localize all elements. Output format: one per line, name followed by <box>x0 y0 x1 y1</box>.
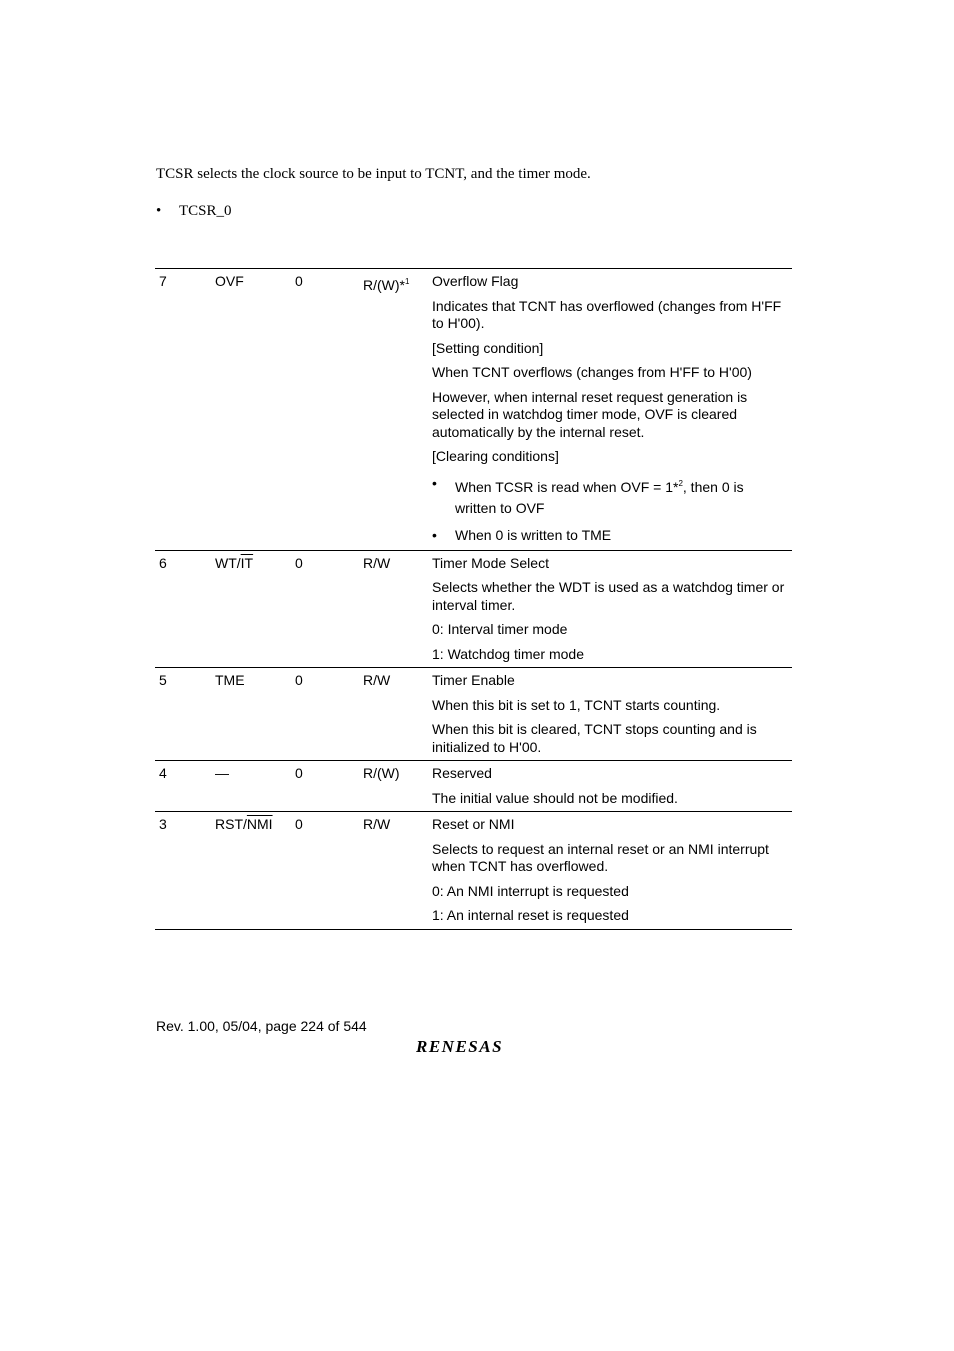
rw-attribute: R/W <box>363 816 391 832</box>
description-text: However, when internal reset request generation is selected in watchdog timer mode, OVF is cleared automatically by the internal reset. <box>432 388 748 440</box>
initial-value: 0 <box>295 554 303 571</box>
bullet-dot: • <box>432 526 437 543</box>
intro-paragraph: TCSR selects the clock source to be input to TCNT, and the timer mode. <box>156 166 591 182</box>
table-row <box>155 667 792 760</box>
clearing-conditions-list <box>432 473 787 546</box>
note-reference: 1 <box>405 277 410 286</box>
bit-name-prefix: WT/ <box>215 554 241 571</box>
rw-attribute: R/W <box>363 672 391 688</box>
bit-description <box>432 551 787 668</box>
bit-name: OVF <box>215 273 244 289</box>
bit-name <box>215 555 253 573</box>
bit-description <box>432 812 787 929</box>
description-title: Timer Mode Select <box>432 554 549 571</box>
list-item <box>432 473 787 519</box>
table-row <box>155 760 792 811</box>
list-item <box>432 525 787 546</box>
renesas-logo <box>414 1036 534 1056</box>
description-text: 1: Watchdog timer mode <box>432 645 584 662</box>
bit-description <box>432 761 787 811</box>
description-text: The initial value should not be modified. <box>432 789 678 806</box>
initial-value: 0 <box>295 765 303 781</box>
description-title: Overflow Flag <box>432 273 519 289</box>
table-row <box>155 269 792 550</box>
description-text: [Clearing conditions] <box>432 448 559 464</box>
note-reference: 2 <box>678 478 683 488</box>
bit-name: TME <box>215 672 245 688</box>
table-row <box>155 550 792 668</box>
bit-name <box>215 816 273 834</box>
rw-text: R/(W)* <box>363 277 405 293</box>
initial-value: 0 <box>295 672 303 688</box>
description-title: Reset or NMI <box>432 816 515 832</box>
bullet-dot: • <box>432 474 437 491</box>
bit-name: — <box>215 765 229 781</box>
description-text: When TCNT overflows (changes from H'FF to H'00) <box>432 364 752 380</box>
bit-number: 7 <box>159 273 167 289</box>
list-item-text: When 0 is written to TME <box>455 526 612 543</box>
description-title: Timer Enable <box>432 672 515 688</box>
bullet-dot: • <box>156 203 162 219</box>
bit-description <box>432 269 787 550</box>
rw-attribute <box>363 273 409 295</box>
table-row <box>155 811 792 929</box>
bit-description <box>432 668 787 760</box>
bit-number: 6 <box>159 554 167 571</box>
initial-value: 0 <box>295 816 303 832</box>
bit-number: 4 <box>159 765 167 781</box>
description-text: When this bit is set to 1, TCNT starts counting. <box>432 696 721 713</box>
description-text: Selects to request an internal reset or an NMI interrupt when TCNT has overflowed. <box>432 840 769 874</box>
bit-name-overbar: $\overline{IT}$ <box>240 554 254 571</box>
description-text: [Setting condition] <box>432 339 544 356</box>
list-item-text: When TCSR is read when OVF = 1* <box>455 478 679 495</box>
description-text: When this bit is cleared, TCNT stops counting and is initialized to H'00. <box>432 721 757 755</box>
description-text: 1: An internal reset is requested <box>432 907 629 923</box>
bit-name-overbar: $\overline{NMI}$ <box>246 816 273 832</box>
description-title: Reserved <box>432 765 492 781</box>
bit-number: 5 <box>159 672 167 688</box>
initial-value: 0 <box>295 273 303 289</box>
rw-attribute: R/W <box>363 554 391 571</box>
page-footer-info: Rev. 1.00, 05/04, page 224 of 544 <box>156 1018 367 1034</box>
register-name: TCSR_0 <box>179 203 232 219</box>
description-text: 0: Interval timer mode <box>432 621 568 637</box>
register-bullet <box>156 203 232 220</box>
logo-text: RENESAS <box>416 1037 504 1056</box>
bit-number: 3 <box>159 816 167 832</box>
list-item-text: , then 0 is written to OVF <box>455 478 744 516</box>
description-text: Selects whether the WDT is used as a watchdog timer or interval timer. <box>432 579 785 613</box>
bit-name-prefix: RST/ <box>215 816 247 832</box>
bit-table <box>155 268 792 930</box>
description-text: Indicates that TCNT has overflowed (changes from H'FF to H'00). <box>432 297 782 331</box>
rw-attribute: R/(W) <box>363 765 400 781</box>
description-text: 0: An NMI interrupt is requested <box>432 882 629 899</box>
